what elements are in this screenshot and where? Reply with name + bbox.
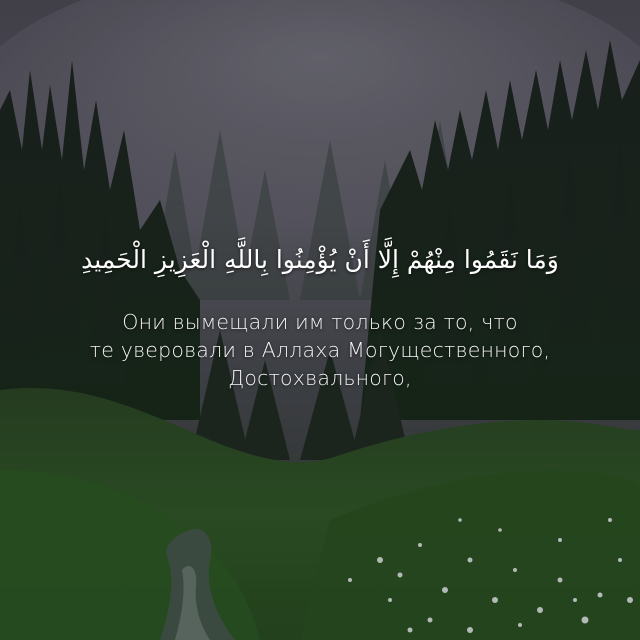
translation-line: Они вымещали им только за то, что xyxy=(122,310,518,334)
translation-line: те уверовали в Аллаха Могущественного, xyxy=(89,338,551,362)
translation-line: Достохвального, xyxy=(228,366,412,390)
verse-arabic-text: وَمَا نَقَمُوا مِنْهُمْ إِلَّا أَنْ يُؤْمِنُوا بِاللَّهِ الْعَزِيزِ الْحَمِيدِ xyxy=(81,245,559,274)
verse-translation xyxy=(40,308,600,392)
